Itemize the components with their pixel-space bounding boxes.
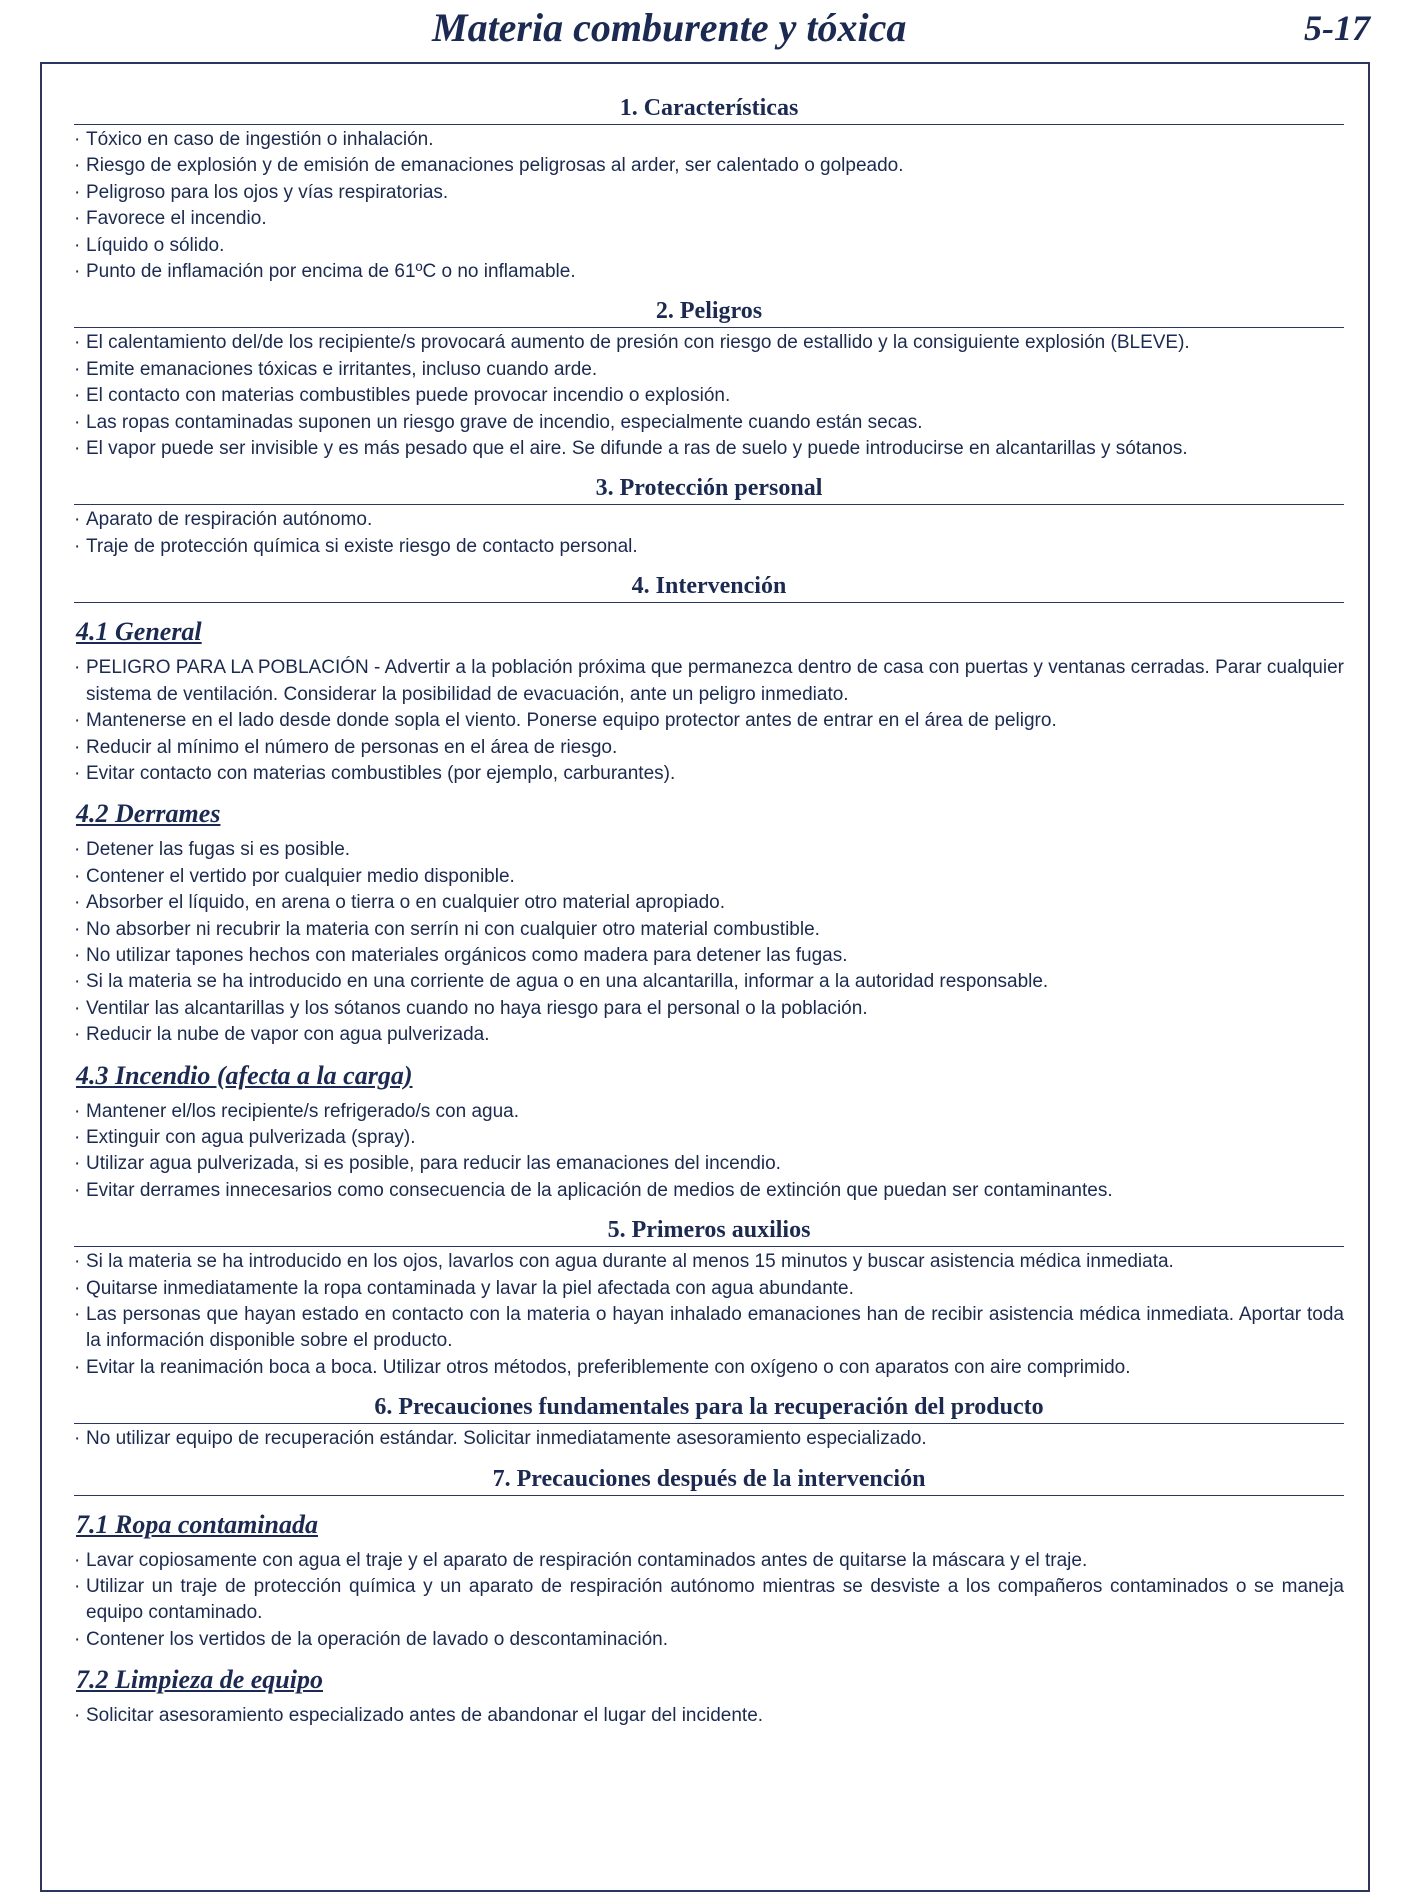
list-item: · El calentamiento del/de los recipiente/s provocará aumento de presión con riesgo de estallido y la consiguiente explosión (BLEVE). [74,332,1190,354]
list-item: · Evitar la reanimación boca a boca. Utilizar otros métodos, preferiblemente con oxígeno o con aparatos con aire comprimido. [74,1356,1131,1378]
list-item: · Peligroso para los ojos y vías respiratorias. [74,181,449,203]
subsection-heading: 7.2 Limpieza de equipo [76,1665,323,1695]
list-item: · No utilizar tapones hechos con materiales orgánicos como madera para detener las fugas. [74,944,848,966]
list-item: · El contacto con materias combustibles puede provocar incendio o explosión. [74,385,731,407]
bullet-list [74,127,1344,285]
section-heading: 4. Intervención [74,570,1344,603]
subsection-heading: 4.3 Incendio (afecta a la carga) [76,1060,413,1090]
section-primeros-auxilios [74,1214,1344,1391]
list-item: · PELIGRO PARA LA POBLACIÓN - Advertir a la población próxima que permanezca dentro de casa con puertas y ventanas cerradas. Parar cualquier sistema de ventilación. Considerar la posibilidad de evacuación, ante un peligro inmediato. [74,657,1344,705]
list-item: · Las personas que hayan estado en contacto con la materia o hayan inhalado emanaciones han de recibir asistencia médica inmediata. Aportar toda la información disponible sobre el producto. [74,1304,1344,1352]
section-proteccion-personal [74,472,1344,570]
list-item: · Reducir la nube de vapor con agua pulverizada. [74,1024,490,1046]
subsection-heading: 4.2 Derrames [76,799,221,829]
list-item: · Reducir al mínimo el número de personas en el área de riesgo. [74,736,618,758]
list-item: · El vapor puede ser invisible y es más pesado que el aire. Se difunde a ras de suelo y puede introducirse en alcantarillas y sótanos. [74,438,1188,460]
section-caracteristicas [74,92,1344,295]
list-item: · Contener los vertidos de la operación de lavado o descontaminación. [74,1628,668,1650]
section-heading: 6. Precauciones fundamentales para la recuperación del producto [74,1391,1344,1424]
list-item: · Detener las fugas si es posible. [74,839,351,861]
list-item: · Riesgo de explosión y de emisión de emanaciones peligrosas al arder, ser calentado o golpeado. [74,155,904,177]
list-item: · Traje de protección química si existe riesgo de contacto personal. [74,535,638,557]
bullet-list [74,1703,1344,1729]
list-item: · No absorber ni recubrir la materia con serrín ni con cualquier otro material combustible. [74,918,820,940]
list-item: · Aparato de respiración autónomo. [74,509,373,531]
list-item: · Líquido o sólido. [74,234,225,256]
list-item: · Evitar contacto con materias combustibles (por ejemplo, carburantes). [74,762,676,784]
list-item: · Si la materia se ha introducido en una corriente de agua o en una alcantarilla, informar a la autoridad responsable. [74,971,1049,993]
list-item: · Absorber el líquido, en arena o tierra o en cualquier otro material apropiado. [74,892,725,914]
bullet-list [74,330,1344,462]
list-item: · Evitar derrames innecesarios como consecuencia de la aplicación de medios de extinción que puedan ser contaminantes. [74,1179,1113,1201]
list-item: · Punto de inflamación por encima de 61ºC o no inflamable. [74,261,576,283]
section-intervencion [74,570,1344,1214]
section-heading: 3. Protección personal [74,472,1344,505]
list-item: · Utilizar agua pulverizada, si es posible, para reducir las emanaciones del incendio. [74,1153,781,1175]
bullet-list [74,1249,1344,1381]
document-body [74,92,1344,1730]
list-item: · Emite emanaciones tóxicas e irritantes, incluso cuando arde. [74,358,598,380]
bullet-list [74,655,1344,787]
bullet-list [74,1548,1344,1654]
list-item: · Favorece el incendio. [74,208,267,230]
list-item: · Contener el vertido por cualquier medio disponible. [74,865,515,887]
list-item: · Utilizar un traje de protección química y un aparato de respiración autónomo mientras se desviste a los compañeros contaminados o se maneja equipo contaminado. [74,1576,1344,1624]
list-item: · Extinguir con agua pulverizada (spray). [74,1126,416,1148]
bullet-list [74,837,1344,1048]
list-item: · Ventilar las alcantarillas y los sótanos cuando no haya riesgo para el personal o la población. [74,997,868,1019]
list-item: · No utilizar equipo de recuperación estándar. Solicitar inmediatamente asesoramiento especializado. [74,1428,927,1450]
subsection-heading: 4.1 General [76,617,202,647]
bullet-list [74,1426,1344,1452]
section-heading: 1. Características [74,92,1344,125]
list-item: · Mantener el/los recipiente/s refrigerado/s con agua. [74,1100,520,1122]
bullet-list [74,1099,1344,1205]
list-item: · Tóxico en caso de ingestión o inhalación. [74,129,434,150]
section-heading: 2. Peligros [74,295,1344,328]
section-heading: 7. Precauciones después de la intervención [74,1463,1344,1496]
page-title: Materia comburente y tóxica [432,5,907,50]
page-number: 5-17 [1304,8,1370,48]
section-peligros [74,295,1344,472]
section-precauciones-recuperacion [74,1391,1344,1462]
list-item: · Solicitar asesoramiento especializado antes de abandonar el lugar del incidente. [74,1705,764,1727]
list-item: · Mantenerse en el lado desde donde sopla el viento. Ponerse equipo protector antes de entrar en el área de peligro. [74,710,1057,732]
list-item: · Lavar copiosamente con agua el traje y el aparato de respiración contaminados antes de quitarse la máscara y el traje. [74,1549,1088,1571]
list-item: · Las ropas contaminadas suponen un riesgo grave de incendio, especialmente cuando están secas. [74,411,923,433]
list-item: · Si la materia se ha introducido en los ojos, lavarlos con agua durante al menos 15 minutos y buscar asistencia médica inmediata. [74,1251,1174,1273]
section-heading: 5. Primeros auxilios [74,1214,1344,1247]
list-item: · Quitarse inmediatamente la ropa contaminada y lavar la piel afectada con agua abundante. [74,1277,854,1299]
subsection-heading: 7.1 Ropa contaminada [76,1509,318,1539]
bullet-list [74,507,1344,560]
section-precauciones-despues [74,1463,1344,1730]
